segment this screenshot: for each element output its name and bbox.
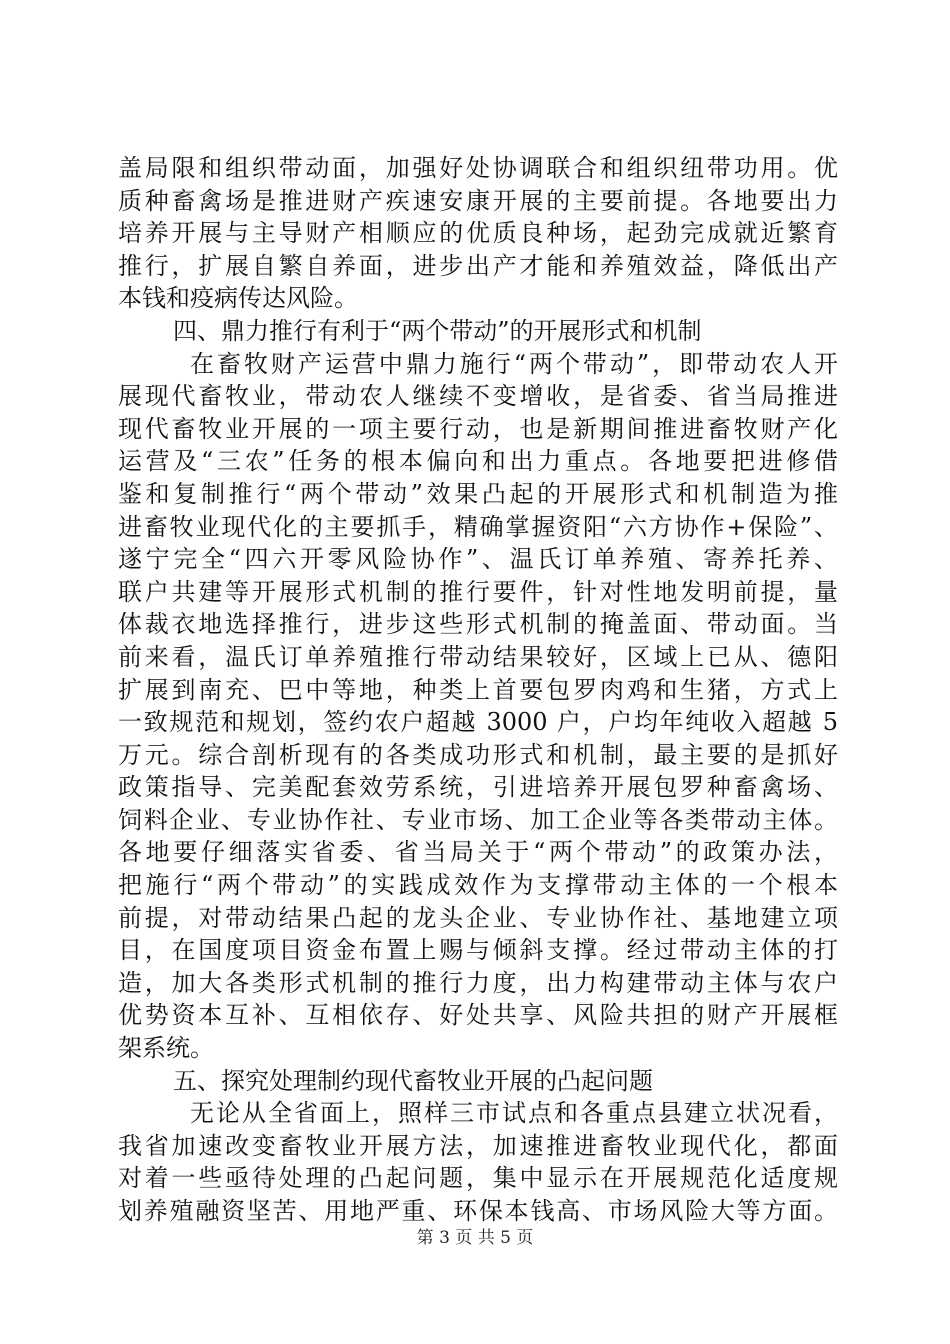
text-line: 质种畜禽场是推进财产疾速安康开展的主要前提。各地要出力 bbox=[118, 186, 838, 215]
text-line: 万元。综合剖析现有的各类成功形式和机制，最主要的是抓好 bbox=[118, 740, 838, 769]
text-line: 把施行“两个带动”的实践成效作为支撑带动主体的一个根本 bbox=[118, 871, 838, 900]
text-line: 联户共建等开展形式机制的推行要件，针对性地发明前提，量 bbox=[118, 577, 838, 606]
text-line: 扩展到南充、巴中等地，种类上首要包罗肉鸡和生猪，方式上 bbox=[118, 675, 838, 704]
text-line: 饲料企业、专业协作社、专业市场、加工企业等各类带动主体。 bbox=[118, 805, 838, 834]
text-line: 前来看，温氏订单养殖推行带动结果较好，区域上已从、德阳 bbox=[118, 642, 838, 671]
text-line: 前提，对带动结果凸起的龙头企业、专业协作社、基地建立项 bbox=[118, 903, 838, 932]
text-line: 进畜牧业现代化的主要抓手，精确掌握资阳“六方协作+保险”、 bbox=[118, 512, 838, 541]
text-line: 造，加大各类形式机制的推行力度，出力构建带动主体与农户 bbox=[118, 968, 838, 997]
text-line: 我省加速改变畜牧业开展方法，加速推进畜牧业现代化，都面 bbox=[118, 1131, 838, 1160]
section-heading: 四、鼎力推行有利于“两个带动”的开展形式和机制 bbox=[173, 316, 702, 345]
document-body bbox=[118, 152, 838, 1228]
text-line: 遂宁完全“四六开零风险协作”、温氏订单养殖、寄养托养、 bbox=[118, 545, 838, 574]
text-line: 目，在国度项目资金布置上赐与倾斜支撑。经过带动主体的打 bbox=[118, 936, 838, 965]
text-line: 现代畜牧业开展的一项主要行动，也是新期间推进畜牧财产化 bbox=[118, 414, 838, 443]
text-line: 展现代畜牧业，带动农人继续不变增收，是省委、省当局推进 bbox=[118, 382, 838, 411]
text-line: 架系统。 bbox=[118, 1034, 214, 1063]
text-line: 本钱和疫病传达风险。 bbox=[118, 284, 358, 313]
text-line: 优势资本互补、互相依存、好处共享、风险共担的财产开展框 bbox=[118, 1001, 838, 1030]
text-line: 各地要仔细落实省委、省当局关于“两个带动”的政策办法， bbox=[118, 838, 838, 867]
text-line: 推行，扩展自繁自养面，进步出产才能和养殖效益，降低出产 bbox=[118, 251, 838, 280]
text-line: 无论从全省面上，照样三市试点和各重点县建立状况看， bbox=[190, 1099, 838, 1128]
text-line: 培养开展与主导财产相顺应的优质良种场，起劲完成就近繁育 bbox=[118, 219, 838, 248]
text-line: 政策指导、完美配套效劳系统，引进培养开展包罗种畜禽场、 bbox=[118, 773, 838, 802]
text-line: 对着一些亟待处理的凸起问题，集中显示在开展规范化适度规 bbox=[118, 1164, 838, 1193]
page-footer: 第 3 页 共 5 页 bbox=[416, 1228, 534, 1248]
text-line: 体裁衣地选择推行，进步这些形式机制的掩盖面、带动面。当 bbox=[118, 610, 838, 639]
text-line: 鉴和复制推行“两个带动”效果凸起的开展形式和机制造为推 bbox=[118, 479, 838, 508]
text-line: 一致规范和规划，签约农户超越 3000 户，户均年纯收入超越 5 bbox=[118, 708, 838, 737]
section-heading: 五、探究处理制约现代畜牧业开展的凸起问题 bbox=[173, 1066, 653, 1095]
text-line: 盖局限和组织带动面，加强好处协调联合和组织纽带功用。优 bbox=[118, 154, 838, 182]
text-line: 划养殖融资坚苦、用地严重、环保本钱高、市场风险大等方面。 bbox=[118, 1197, 838, 1225]
text-line: 在畜牧财产运营中鼎力施行“两个带动”，即带动农人开 bbox=[190, 349, 838, 378]
text-line: 运营及“三农”任务的根本偏向和出力重点。各地要把进修借 bbox=[118, 447, 838, 476]
